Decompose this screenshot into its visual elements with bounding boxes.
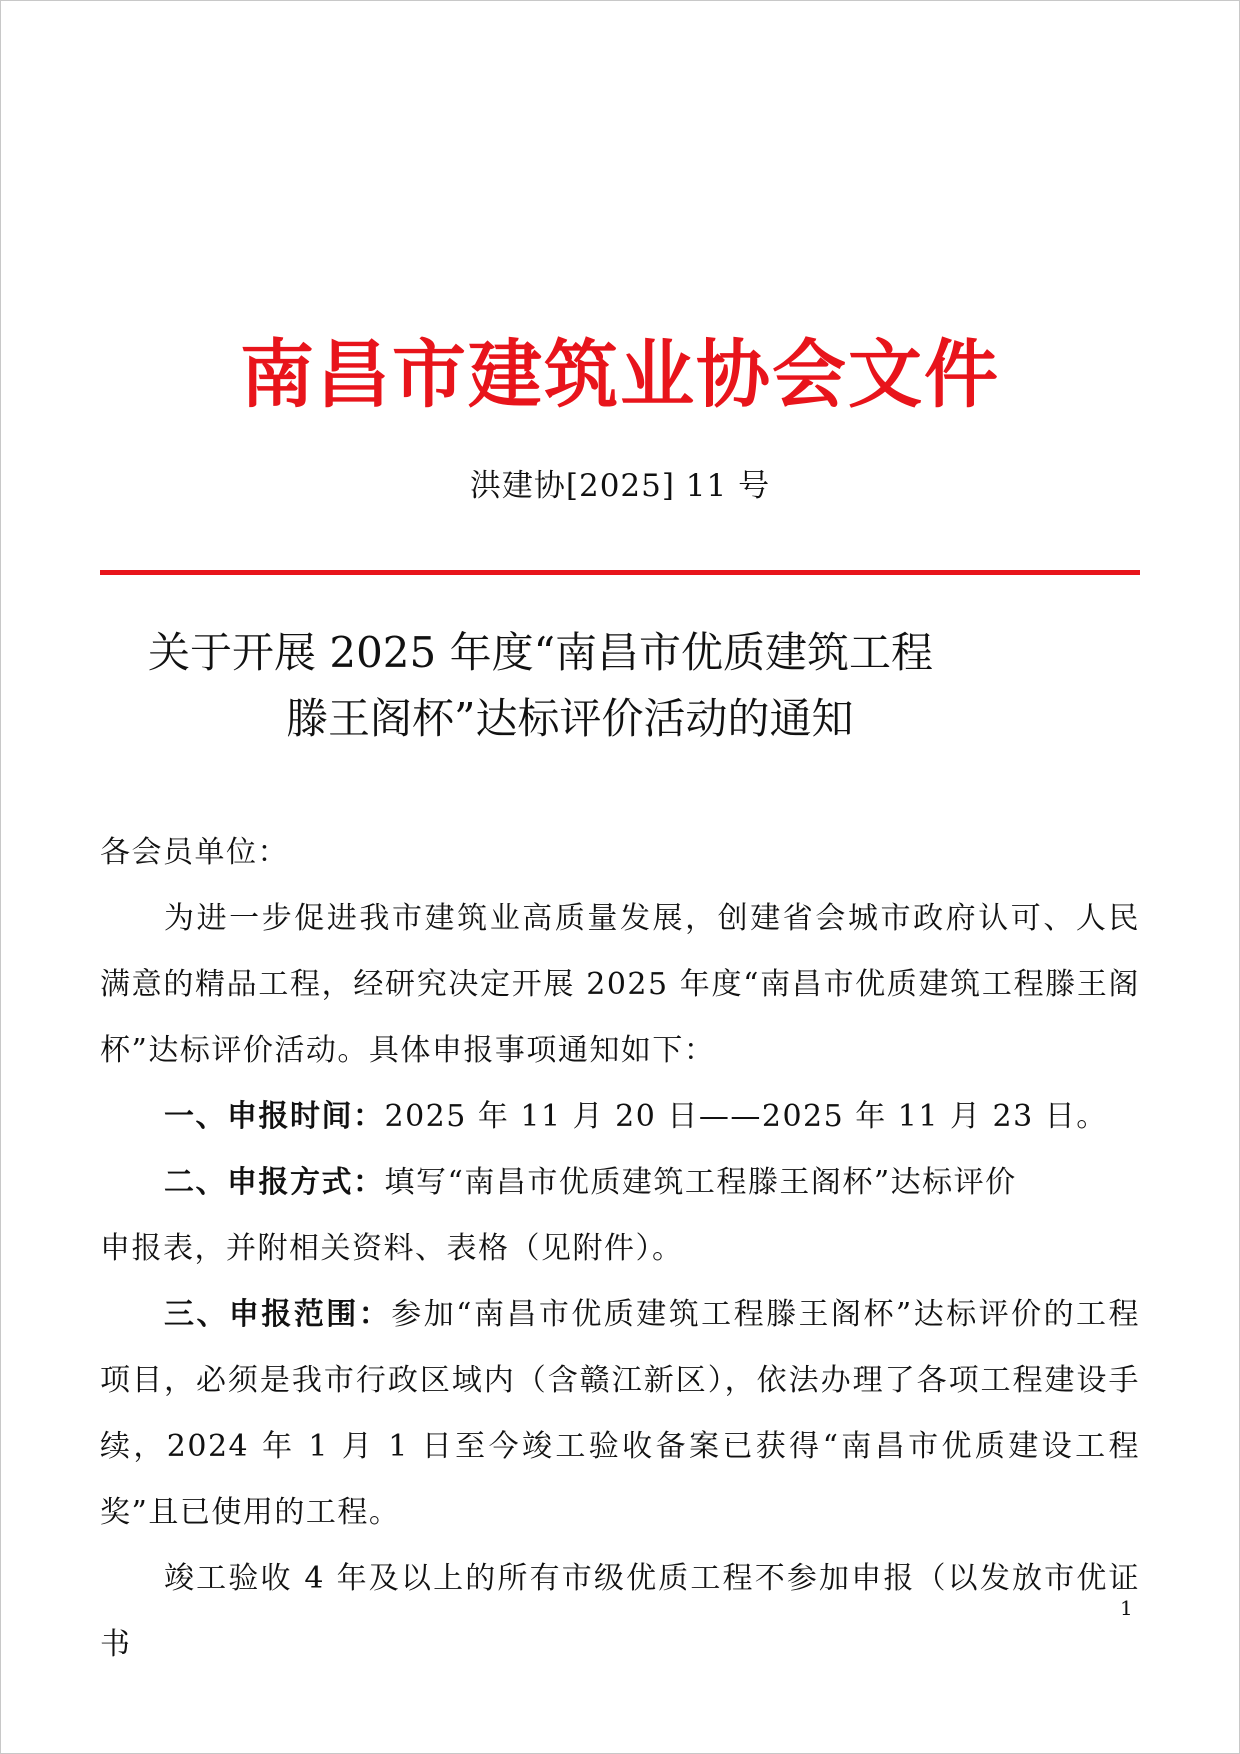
item-application-time-text: 2025 年 11 月 20 日——2025 年 11 月 23 日。 xyxy=(384,1099,1108,1134)
item-application-method-label: 二、申报方式： xyxy=(164,1165,385,1200)
org-document-title: 南昌市建筑业协会文件 xyxy=(240,332,1000,418)
item-application-scope xyxy=(100,1282,1140,1546)
item-application-scope-label: 三、申报范围： xyxy=(164,1297,392,1332)
page-number: 1 xyxy=(1120,1596,1133,1620)
document-number: 洪建协[2025] 11 号 xyxy=(469,468,771,504)
item-application-time-label: 一、申报时间： xyxy=(164,1099,385,1134)
notice-body xyxy=(100,820,1140,1678)
notice-title-line1: 关于开展 2025 年度“南昌市优质建筑工程 xyxy=(148,628,934,677)
item-application-time xyxy=(100,1084,1140,1150)
item-application-scope-text: 参加“南昌市优质建筑工程滕王阁杯”达标评价的工程项目，必须是我市行政区域内（含赣江新区），依法办理了各项工程建设手续，2024 年 1 月 1 日至今竣工验收备案已获得“南昌市优质建设工程奖”且已使用的工程。 xyxy=(100,1297,1140,1530)
item-application-method-cont: 申报表，并附相关资料、表格（见附件）。 xyxy=(100,1231,684,1266)
item-application-method xyxy=(100,1150,1140,1216)
intro-paragraph: 为进一步促进我市建筑业高质量发展，创建省会城市政府认可、人民满意的精品工程，经研究决定开展 2025 年度“南昌市优质建筑工程滕王阁杯”达标评价活动。具体申报事项通知如下： xyxy=(100,901,1140,1068)
red-divider-rule xyxy=(100,570,1140,575)
salutation: 各会员单位： xyxy=(100,835,289,870)
notice-title-line2: 滕王阁杯”达标评价活动的通知 xyxy=(286,694,854,743)
item-application-method-text: 填写“南昌市优质建筑工程滕王阁杯”达标评价 xyxy=(384,1165,1017,1200)
item-application-scope-paragraph2: 竣工验收 4 年及以上的所有市级优质工程不参加申报（以发放市优证书 xyxy=(100,1561,1140,1662)
